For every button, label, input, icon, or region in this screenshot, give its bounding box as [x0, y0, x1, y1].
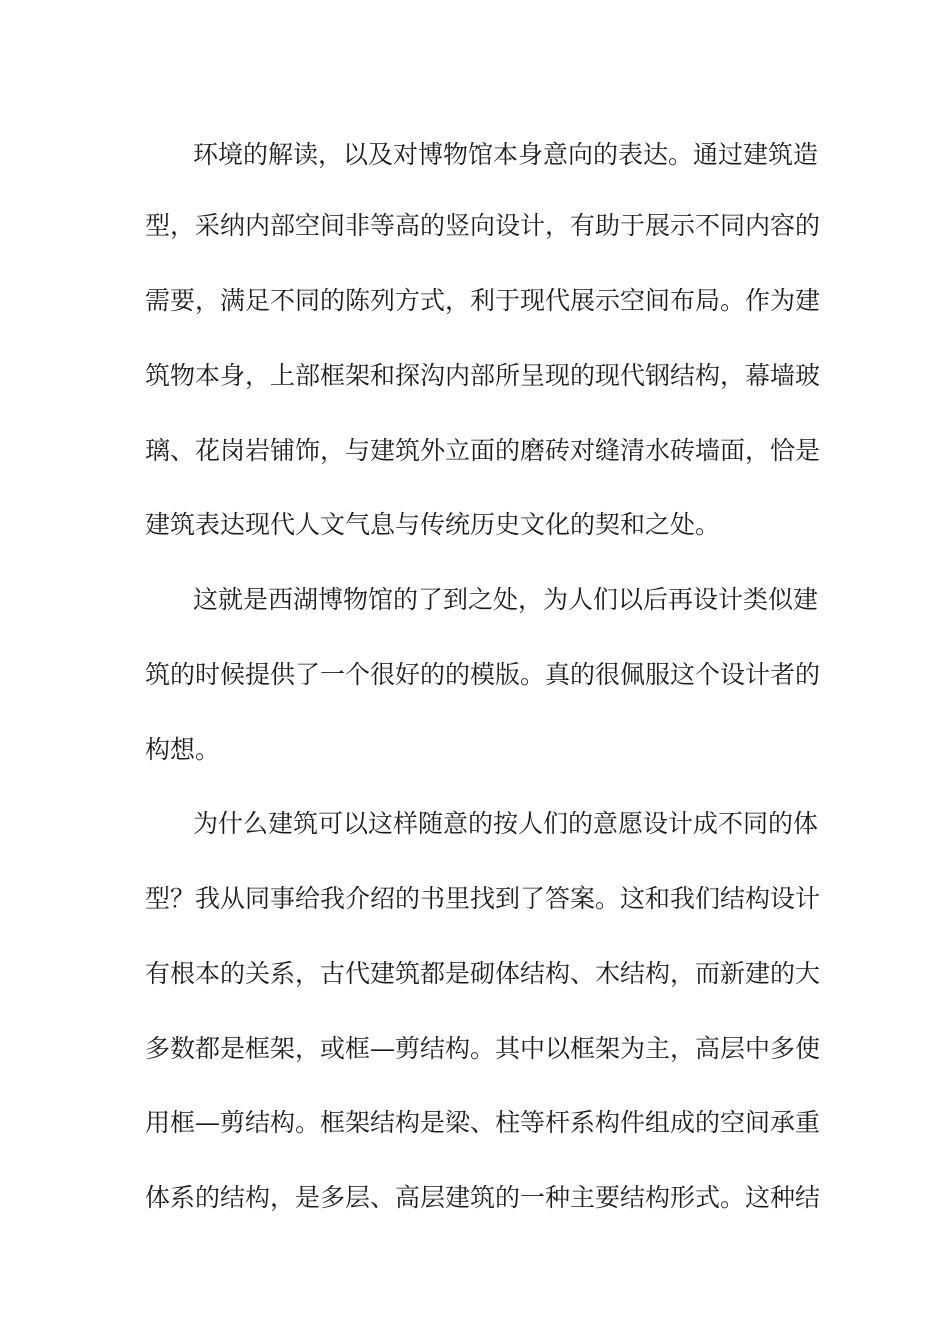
text-line: 为什么建筑可以这样随意的按人们的意愿设计成不同的体	[193, 809, 819, 838]
text-line: 环境的解读，以及对博物馆本身意向的表达。通过建筑造	[193, 140, 819, 169]
text-line: 筑物本身，上部框架和探沟内部所呈现的现代钢结构，幕墙玻	[145, 361, 821, 390]
text-line: 构想。	[145, 735, 221, 764]
text-line: 型？我从同事给我介绍的书里找到了答案。这和我们结构设计	[145, 884, 821, 913]
text-line: 璃、花岗岩铺饰，与建筑外立面的磨砖对缝清水砖墙面，恰是	[145, 436, 821, 465]
text-line: 筑的时候提供了一个很好的的模版。真的很佩服这个设计者的	[145, 660, 821, 689]
text-line: 有根本的关系，古代建筑都是砌体结构、木结构，而新建的大	[145, 959, 821, 988]
text-line: 用框—剪结构。框架结构是梁、柱等杆系构件组成的空间承重	[145, 1108, 821, 1137]
text-line: 型，采纳内部空间非等高的竖向设计，有助于展示不同内容的	[145, 211, 821, 240]
text-line: 多数都是框架，或框—剪结构。其中以框架为主，高层中多使	[145, 1034, 821, 1063]
text-line: 需要，满足不同的陈列方式，利于现代展示空间布局。作为建	[145, 286, 821, 315]
text-line: 建筑表达现代人文气息与传统历史文化的契和之处。	[145, 510, 721, 539]
text-line: 这就是西湖博物馆的了到之处，为人们以后再设计类似建	[193, 585, 819, 614]
text-line: 体系的结构，是多层、高层建筑的一种主要结构形式。这种结	[145, 1183, 821, 1212]
